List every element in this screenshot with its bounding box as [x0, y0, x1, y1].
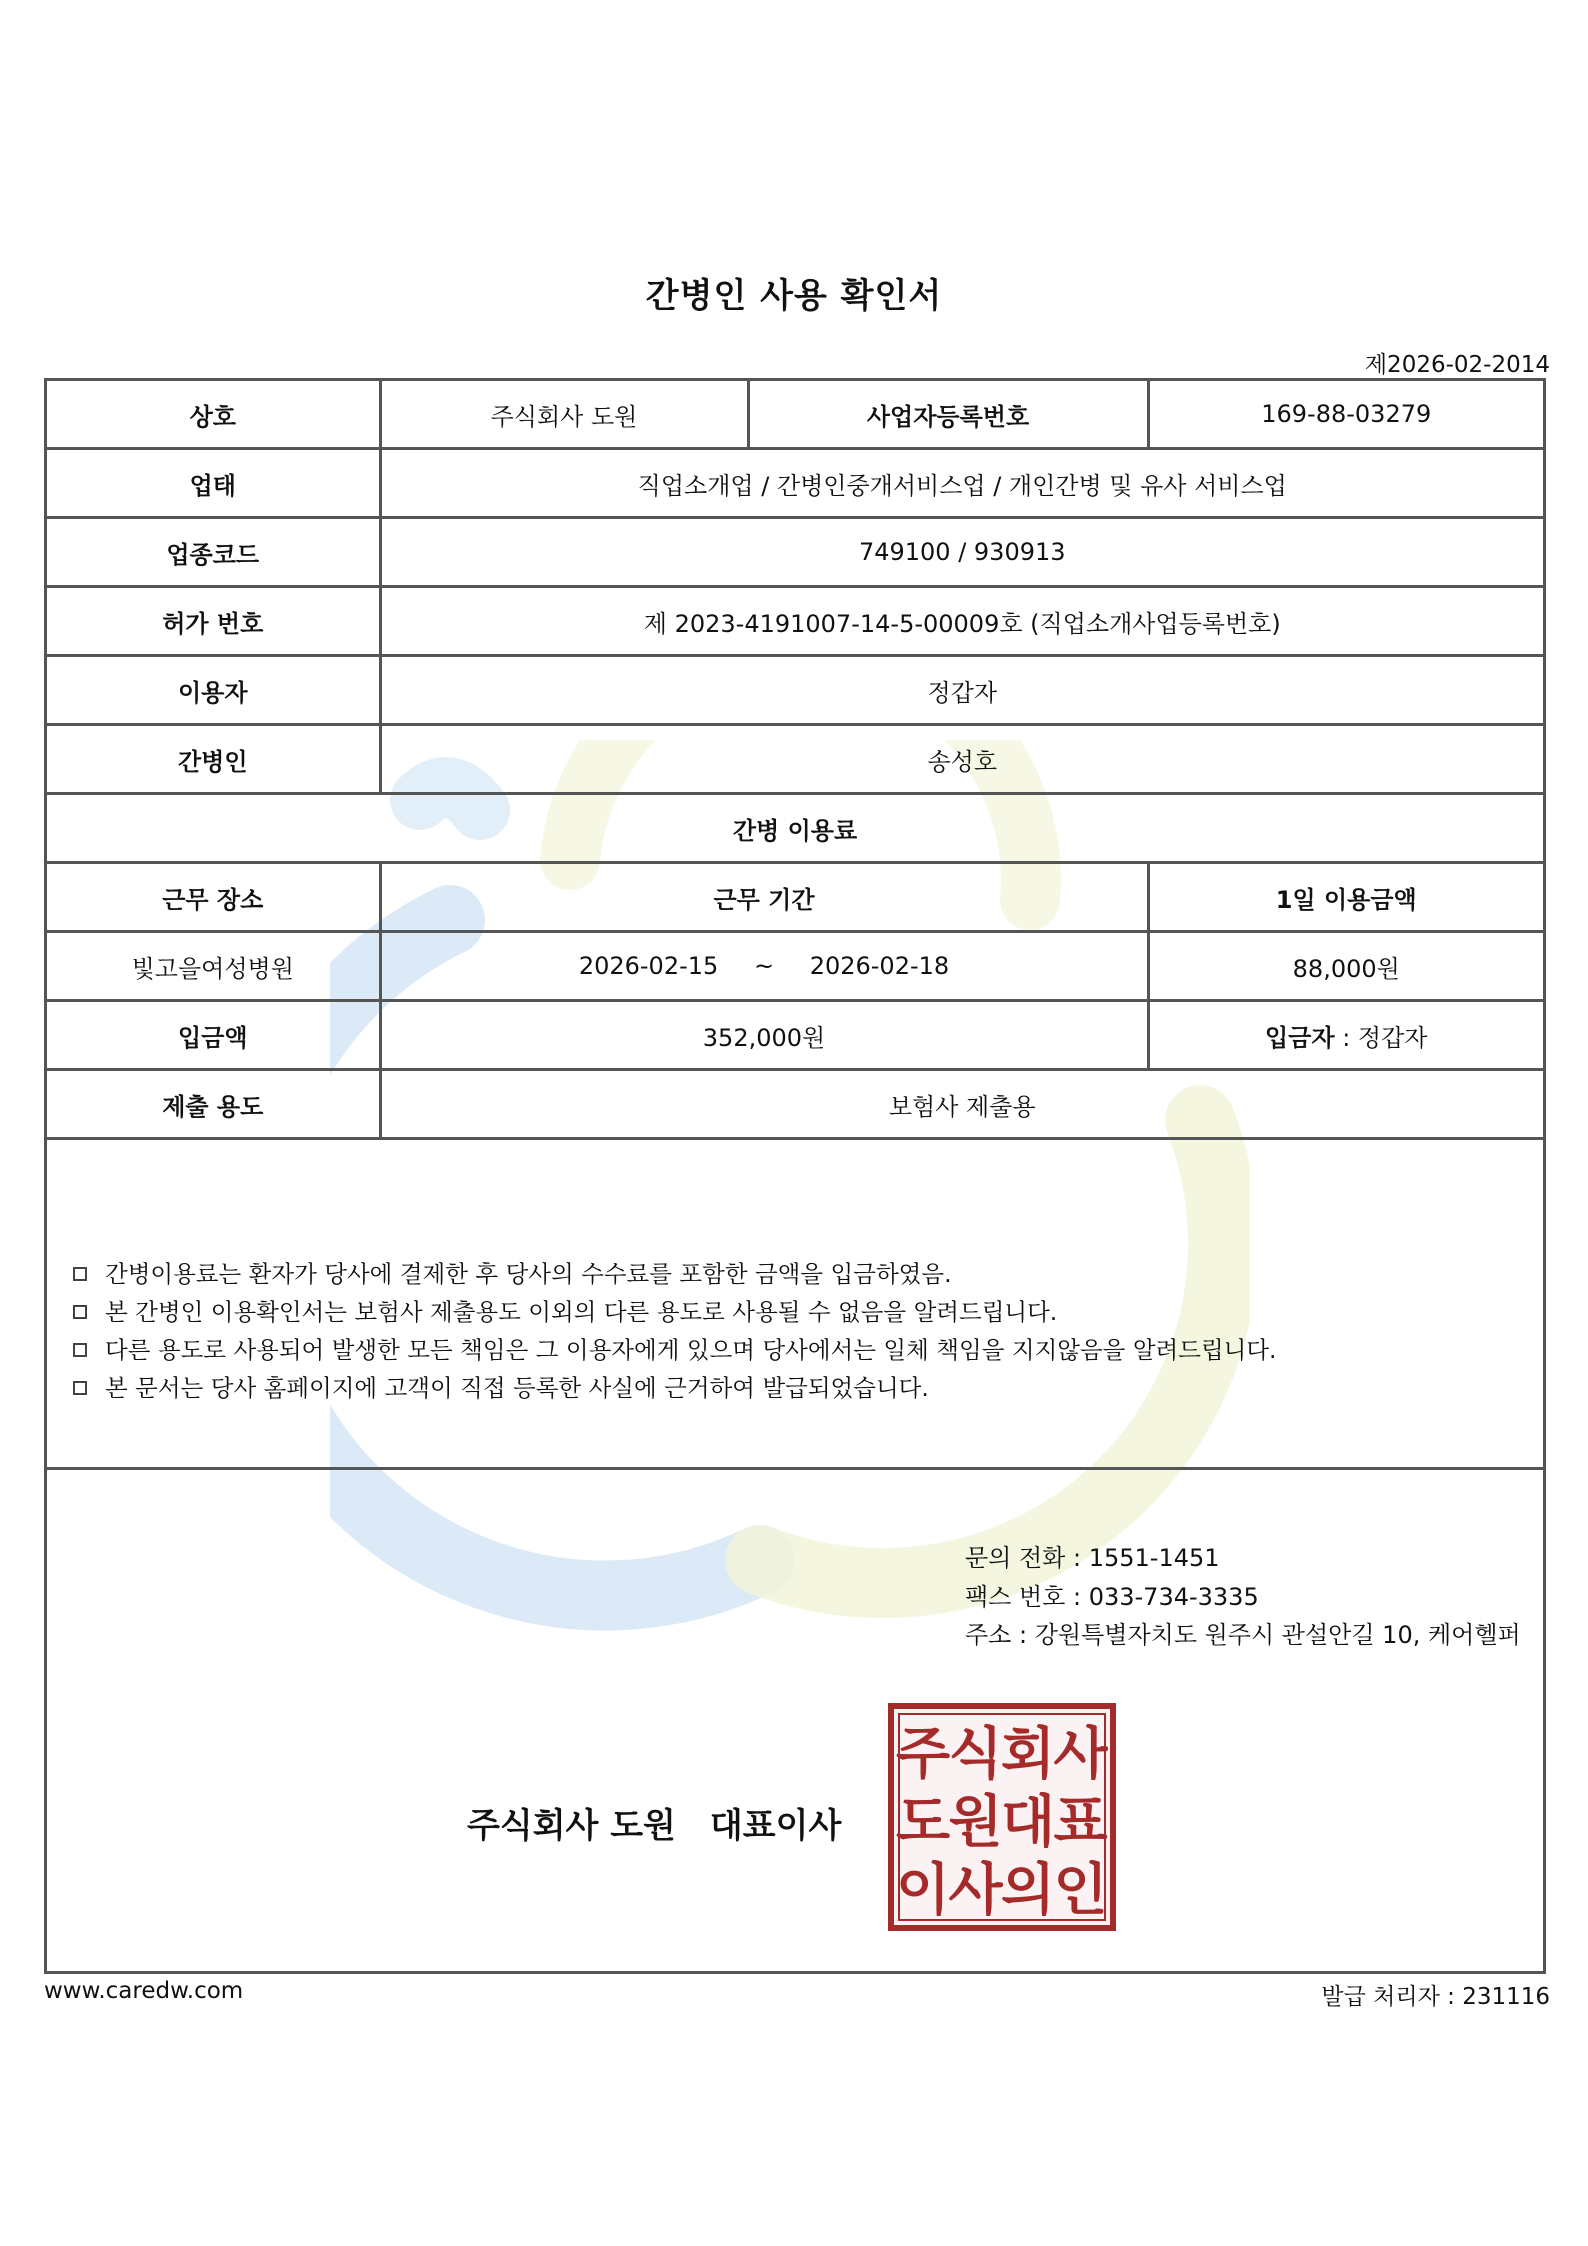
depositor-value: : 정갑자	[1342, 1023, 1428, 1052]
contact-fax: 팩스 번호 : 033-734-3335	[965, 1582, 1259, 1611]
square-bullet-icon	[73, 1343, 87, 1357]
depositor-cell	[1148, 1001, 1543, 1070]
daily-value: 88,000원	[1148, 932, 1543, 1001]
daily-label: 1일 이용금액	[1148, 863, 1543, 932]
row-purpose	[47, 1070, 1543, 1139]
seal-glyph: 원	[948, 1790, 1003, 1855]
seal-glyph: 사	[948, 1858, 1003, 1923]
row-fee-values	[47, 932, 1543, 1001]
company-seal	[888, 1703, 1116, 1931]
contact-address: 주소 : 강원특별자치도 원주시 관설안길 10, 케어헬퍼	[965, 1621, 1521, 1649]
signer-role: 대표이사	[709, 1806, 842, 1846]
seal-glyph: 주	[895, 1722, 951, 1787]
business-type-value: 직업소개업 / 간병인중개서비스업 / 개인간병 및 유사 서비스업	[380, 449, 1543, 518]
fee-section-title: 간병 이용료	[47, 794, 1543, 863]
row-fee-headers	[47, 863, 1543, 932]
seal-glyph: 대	[1000, 1790, 1056, 1855]
contact-info	[965, 1539, 1521, 1655]
seal-glyph: 회	[1000, 1722, 1056, 1787]
permit-label: 허가 번호	[47, 587, 380, 656]
company-value: 주식회사 도원	[380, 381, 748, 449]
info-table	[47, 381, 1543, 1140]
caregiver-value: 송성호	[380, 725, 1543, 794]
period-end: 2026-02-18	[809, 952, 950, 980]
depositor-label: 입금자	[1265, 1023, 1335, 1052]
note-item: 간병이용료는 환자가 당사에 결제한 후 당사의 수수료를 포함한 금액을 입금하였음.	[47, 1255, 1543, 1293]
row-permit	[47, 587, 1543, 656]
company-label: 상호	[47, 381, 380, 449]
place-value: 빛고을여성병원	[47, 932, 380, 1001]
seal-glyph: 의	[1000, 1858, 1056, 1923]
user-label: 이용자	[47, 656, 380, 725]
row-fee-section	[47, 794, 1543, 863]
period-separator: ~	[753, 952, 775, 980]
certificate-frame	[44, 378, 1546, 1974]
row-deposit	[47, 1001, 1543, 1070]
seal-glyph: 인	[1053, 1858, 1108, 1923]
seal-glyph: 사	[1053, 1722, 1108, 1787]
signer-company: 주식회사 도원	[467, 1806, 676, 1846]
business-type-label: 업태	[47, 449, 380, 518]
deposit-label: 입금액	[47, 1001, 380, 1070]
square-bullet-icon	[73, 1305, 87, 1319]
row-user	[47, 656, 1543, 725]
bizno-value: 169-88-03279	[1148, 381, 1543, 449]
signer-block	[467, 1798, 841, 1847]
permit-value: 제 2023-4191007-14-5-00009호 (직업소개사업등록번호)	[380, 587, 1543, 656]
note-item: 본 간병인 이용확인서는 보험사 제출용도 이외의 다른 용도로 사용될 수 없음을 알려드립니다.	[47, 1293, 1543, 1331]
bizno-label: 사업자등록번호	[748, 381, 1148, 449]
square-bullet-icon	[73, 1267, 87, 1281]
seal-glyph: 표	[1053, 1790, 1108, 1855]
caregiver-label: 간병인	[47, 725, 380, 794]
seal-glyph: 도	[895, 1790, 951, 1855]
row-business-type	[47, 449, 1543, 518]
seal-glyph: 식	[948, 1722, 1003, 1787]
document-title: 간병인 사용 확인서	[645, 276, 943, 316]
square-bullet-icon	[73, 1381, 87, 1395]
place-label: 근무 장소	[47, 863, 380, 932]
row-company	[47, 381, 1543, 449]
industry-code-value: 749100 / 930913	[380, 518, 1543, 587]
user-value: 정갑자	[380, 656, 1543, 725]
row-industry-code	[47, 518, 1543, 587]
notes-section	[47, 1140, 1543, 1470]
row-caregiver	[47, 725, 1543, 794]
contact-phone: 문의 전화 : 1551-1451	[965, 1544, 1220, 1572]
purpose-value: 보험사 제출용	[380, 1070, 1543, 1139]
deposit-value: 352,000원	[380, 1001, 1148, 1070]
period-start: 2026-02-15	[578, 952, 719, 980]
document-number: 제2026-02-2014	[1364, 352, 1550, 378]
note-item: 다른 용도로 사용되어 발생한 모든 책임은 그 이용자에게 있으며 당사에서는 일체 책임을 지지않음을 알려드립니다.	[47, 1331, 1543, 1369]
website-footer: www.caredw.com	[44, 1978, 244, 2004]
issuer-footer: 발급 처리자 : 231116	[1321, 1984, 1550, 2010]
seal-glyph: 이	[895, 1858, 951, 1923]
purpose-label: 제출 용도	[47, 1070, 380, 1139]
period-value	[380, 932, 1148, 1001]
industry-code-label: 업종코드	[47, 518, 380, 587]
note-item: 본 문서는 당사 홈페이지에 고객이 직접 등록한 사실에 근거하여 발급되었습니다.	[47, 1369, 1543, 1407]
period-label: 근무 기간	[380, 863, 1148, 932]
